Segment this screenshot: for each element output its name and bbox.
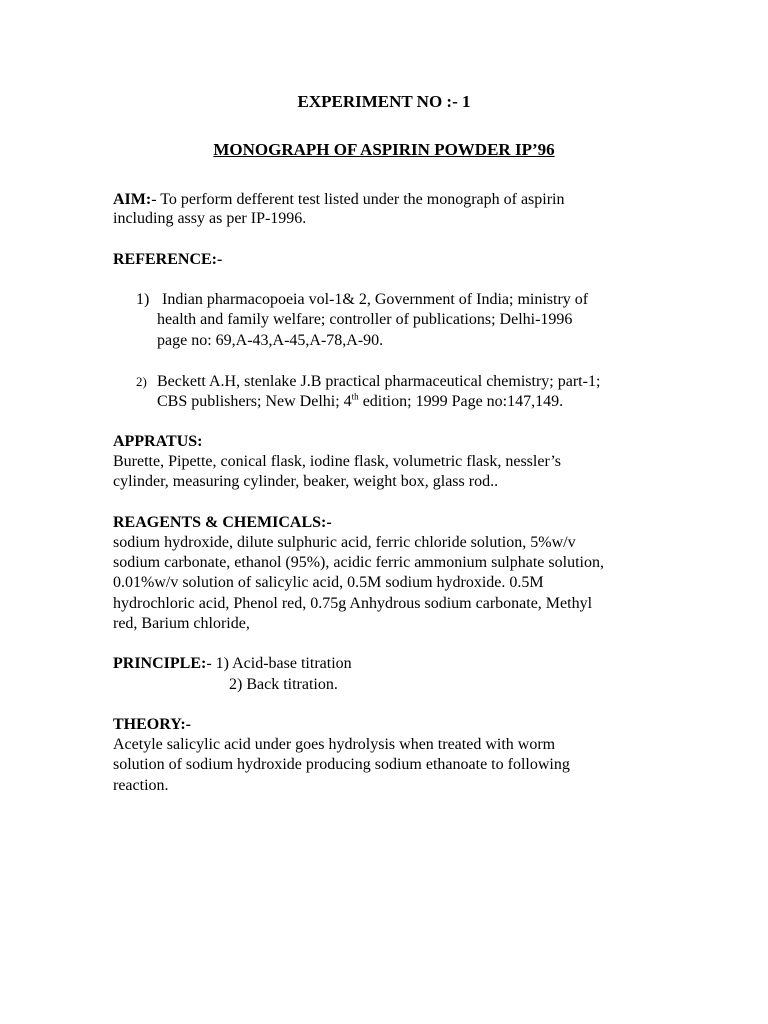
aim-line-1 [113,190,565,210]
reference-item-1-line-1: Indian pharmacopoeia vol-1& 2, Government of India; ministry of [162,291,589,308]
apparatus-line-1: Burette, Pipette, conical flask, iodine flask, volumetric flask, nessler’s [113,453,562,470]
apparatus-line-2: cylinder, measuring cylinder, beaker, weight box, glass rod.. [113,473,499,490]
monograph-title: MONOGRAPH OF ASPIRIN POWDER IP’96 [213,140,555,159]
theory-line-3: reaction. [113,777,169,794]
reference-item-2-line-2 [157,392,563,412]
experiment-title: EXPERIMENT NO :- 1 [297,92,471,111]
reagents-heading: REAGENTS & CHEMICALS:- [113,514,332,531]
reference-item-2-line-2-before: CBS publishers; New Delhi; 4 [157,393,352,410]
aim-text-1: - To perform defferent test listed under the monograph of aspirin [151,191,565,208]
theory-line-1: Acetyle salicylic acid under goes hydrolysis when treated with worm [113,736,556,753]
principle-heading: PRINCIPLE: [113,655,207,672]
reference-item-1-line-2: health and family welfare; controller of publications; Delhi-1996 [157,311,573,328]
principle-line-1 [113,654,352,674]
aim-heading: AIM: [113,191,152,208]
reference-item-2-superscript: th [351,391,359,402]
apparatus-heading: APPRATUS: [113,433,203,450]
theory-line-2: solution of sodium hydroxide producing sodium ethanoate to following [113,756,570,773]
reagents-line-5: red, Barium chloride, [113,615,250,632]
principle-item-1: - 1) Acid-base titration [206,655,352,672]
reference-item-2-line-2-after: edition; 1999 Page no:147,149. [358,393,564,410]
theory-heading: THEORY:- [113,716,191,733]
reference-item-2-number: 2) [136,374,147,389]
principle-item-2: 2) Back titration. [229,676,338,693]
reagents-line-3: 0.01%w/v solution of salicylic acid, 0.5M sodium hydroxide. 0.5M [113,574,544,591]
reference-item-1-line-3: page no: 69,A-43,A-45,A-78,A-90. [157,332,384,349]
reference-heading: REFERENCE:- [113,251,223,268]
aim-text-2: including assy as per IP-1996. [113,210,307,227]
reagents-line-1: sodium hydroxide, dilute sulphuric acid, ferric chloride solution, 5%w/v [113,534,576,551]
reference-item-2-line-1: Beckett A.H, stenlake J.B practical pharmaceutical chemistry; part-1; [157,373,601,390]
reference-item-1-number: 1) [136,291,150,308]
reagents-line-2: sodium carbonate, ethanol (95%), acidic ferric ammonium sulphate solution, [113,554,604,571]
reagents-line-4: hydrochloric acid, Phenol red, 0.75g Anhydrous sodium carbonate, Methyl [113,595,593,612]
